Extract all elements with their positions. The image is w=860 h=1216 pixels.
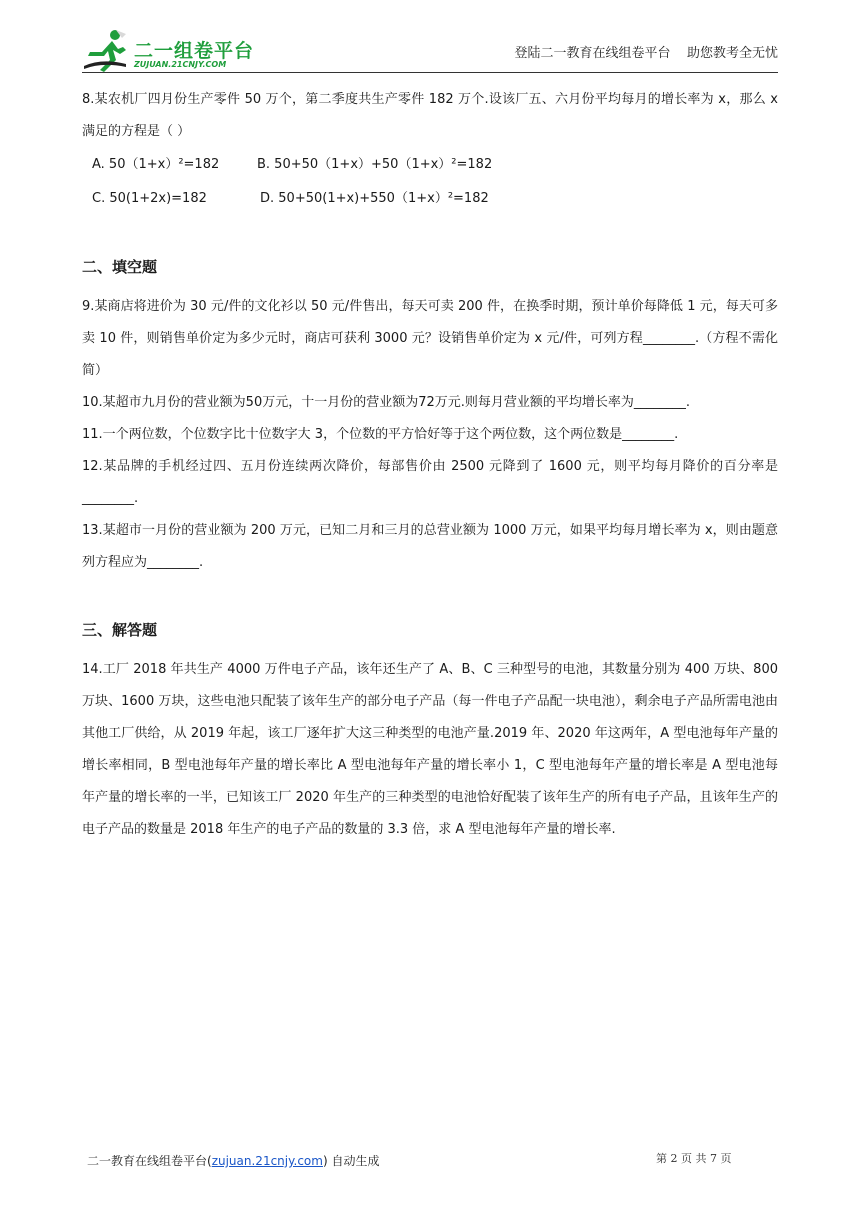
option-c: C. 50(1+2x)=182 [92, 191, 207, 206]
section-answer-title: 三、解答题 [82, 621, 158, 639]
page-header [82, 28, 778, 74]
question-8-options [82, 148, 778, 216]
question-12: 12.某品牌的手机经过四、五月份连续两次降价，每部售价由 2500 元降到了 1600 元，则平均每月降价的百分率是________. [82, 459, 778, 506]
footer-suffix: ) 自动生成 [322, 1154, 380, 1168]
question-14: 14.工厂 2018 年共生产 4000 万件电子产品，该年还生产了 A、B、C 三种型号的电池，其数量分别为 400 万块、800 万块、1600 万块，这些电池只配装了该年生产的部分电子产品（每一件电子产品配一块电池），剩余电子产品所需电池由其他工厂供给，从 2019 年起，该工厂逐年扩大这三种类型的电池产量.2019 年、2020 年这两年，A 型电池每年产量的增长率相同，B 型电池每年产量的增长率比 A 型电池每年产量的增长率小 1，C 型电池每年产量的增长率是 A 型电池每年产量的增长率的一半，已知该工厂 2020 年生产的三种类型的电池恰好配装了该年生产的所有电子产品，且该年生产的电子产品的数量是 2018 年生产的电子产品的数量的 3.3 倍，求 A 型电池每年产量的增长率. [82, 662, 778, 837]
question-8-stem: 8.某农机厂四月份生产零件 50 万个，第二季度共生产零件 182 万个.设该厂五、六月份平均每月的增长率为 x，那么 x 满足的方程是（ ） [82, 92, 778, 139]
footer-source [87, 1152, 379, 1169]
header-divider [82, 72, 778, 73]
page-number: 第 2 页 共 7 页 [656, 1152, 732, 1165]
header-slogan: 登陆二一教育在线组卷平台 助您教考全无忧 [514, 46, 778, 61]
question-10: 10.某超市九月份的营业额为50万元，十一月份的营业额为72万元.则每月营业额的平均增长率为________. [82, 395, 691, 410]
question-13: 13.某超市一月份的营业额为 200 万元，已知二月和三月的总营业额为 1000 万元，如果平均每月增长率为 x，则由题意列方程应为________. [82, 523, 778, 570]
option-d: D. 50+50(1+x)+550（1+x）²=182 [260, 191, 489, 206]
option-b: B. 50+50（1+x）+50（1+x）²=182 [257, 157, 493, 172]
logo [82, 28, 282, 74]
option-a: A. 50（1+x）²=182 [92, 157, 220, 172]
logo-text: 二一组卷平台 [134, 40, 255, 62]
question-11: 11.一个两位数，个位数字比十位数字大 3，个位数的平方恰好等于这个两位数，这个两位数是________. [82, 427, 679, 442]
document-body [82, 84, 778, 846]
footer-prefix: 二一教育在线组卷平台( [87, 1154, 212, 1168]
section-fill-in-blank-title: 二、填空题 [82, 258, 158, 276]
logo-url: ZUJUAN.21CNJY.COM [134, 60, 227, 69]
question-9: 9.某商店将进价为 30 元/件的文化衫以 50 元/件售出，每天可卖 200 件，在换季时期，预计单价每降低 1 元，每天可多卖 10 件，则销售单价定为多少元时，商店可获利 3000 元？设销售单价定为 x 元/件，可列方程________.（方程不需化简） [82, 299, 778, 378]
runner-logo-icon [82, 28, 132, 74]
footer-link[interactable]: zujuan.21cnjy.com [211, 1154, 323, 1168]
